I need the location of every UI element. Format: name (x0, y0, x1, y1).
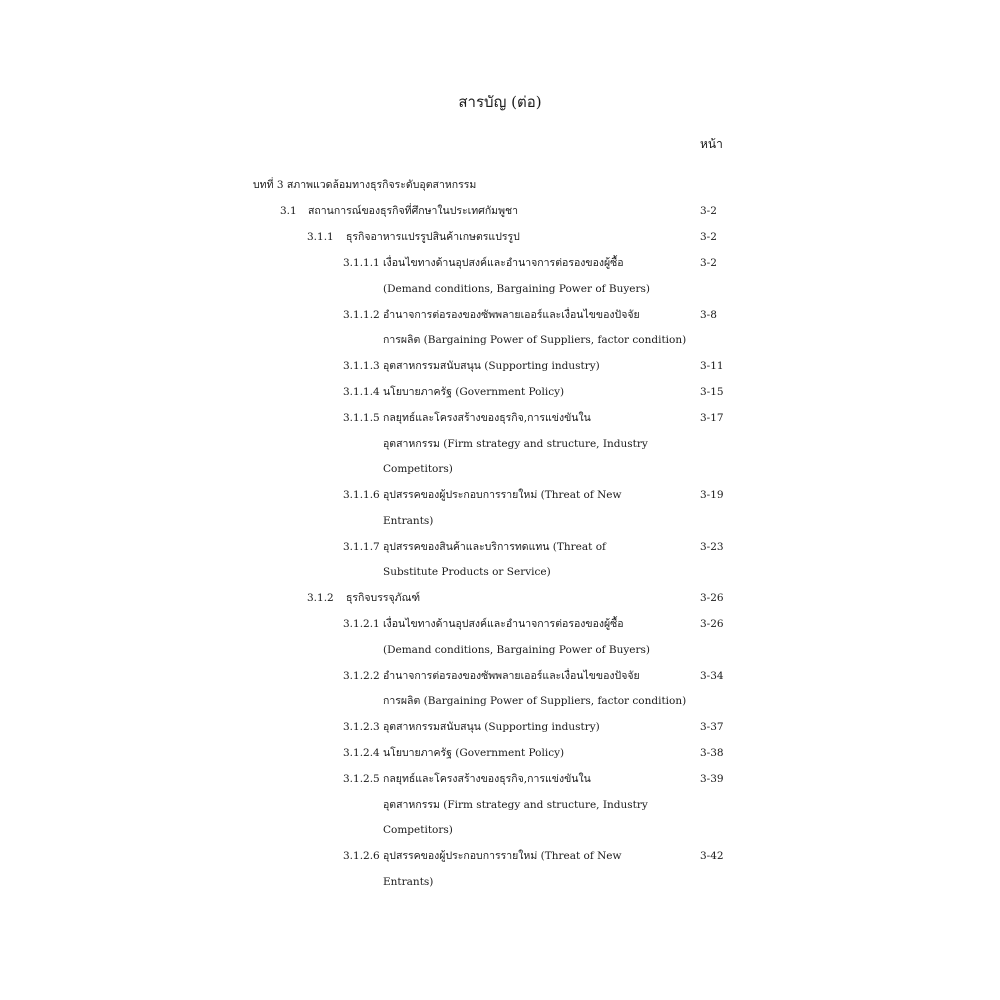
page-title: สารบัญ (ต่อ) (458, 93, 542, 111)
toc-entry-text: นโยบายภาครัฐ (Government Policy) (383, 386, 565, 398)
toc-entry-continuation-text: การผลิต (Bargaining Power of Suppliers, factor condition) (383, 334, 687, 346)
toc-entry-text: กลยุทธ์และโครงสร้างของธุรกิจ,การแข่งขันใน (383, 412, 591, 424)
toc-entry-number: 3.1.1.3 (343, 360, 380, 372)
toc-entry-continuation-text: Competitors) (383, 824, 453, 836)
toc-entry-continuation-text: (Demand conditions, Bargaining Power of Buyers) (383, 282, 651, 295)
toc-entry-number: 3.1.1.1 (343, 257, 380, 269)
toc-entry-page: 3-11 (700, 360, 724, 372)
toc-entry-number: 3.1.2 (307, 592, 334, 604)
toc-entry-text: อุตสาหกรรมสนับสนุน (Supporting industry) (383, 360, 600, 372)
toc-entry-number: 3.1.2.2 (343, 669, 380, 682)
toc-entry-number: 3.1.2.1 (343, 618, 380, 630)
toc-entry-text: อำนาจการต่อรองของซัพพลายเออร์และเงื่อนไขของปัจจัย (383, 308, 640, 321)
toc-entry-page: 3-23 (700, 540, 724, 553)
toc-entry-number: 3.1.2.6 (343, 850, 380, 862)
toc-entry-page: 3-19 (700, 489, 724, 501)
toc-entry-page: 3-37 (700, 721, 724, 733)
toc-entry-page: 3-42 (700, 850, 724, 862)
toc-entry-text: อุปสรรคของผู้ประกอบการรายใหม่ (Threat of New (383, 489, 622, 501)
toc-entry-page: 3-26 (700, 618, 724, 630)
toc-entry-continuation-text: Entrants) (383, 514, 434, 527)
toc-entry-number: 3.1 (280, 205, 297, 217)
toc-entry-continuation-text: การผลิต (Bargaining Power of Suppliers, factor condition) (383, 695, 687, 707)
toc-entry-text: เงื่อนไขทางด้านอุปสงค์และอำนาจการต่อรองของผู้ซื้อ (383, 257, 624, 269)
toc-entry-page: 3-39 (700, 773, 724, 785)
toc-entry-page: 3-2 (700, 205, 717, 217)
toc-entry-number: 3.1.1.7 (343, 540, 380, 553)
toc-entry-continuation-text: อุตสาหกรรม (Firm strategy and structure, Industry (383, 437, 648, 450)
toc-entry-number: 3.1.2.3 (343, 721, 380, 733)
toc-entry-page: 3-38 (700, 747, 724, 759)
toc-entry-text: นโยบายภาครัฐ (Government Policy) (383, 747, 565, 759)
toc-entry-page: 3-17 (700, 412, 724, 424)
toc-entry-text: อุตสาหกรรมสนับสนุน (Supporting industry) (383, 721, 600, 733)
toc-entry-page: 3-2 (700, 257, 717, 269)
toc-entry-continuation-text: Substitute Products or Service) (383, 566, 551, 578)
toc-entry-text: ธุรกิจบรรจุภัณฑ์ (346, 592, 421, 604)
toc-entry-text: เงื่อนไขทางด้านอุปสงค์และอำนาจการต่อรองของผู้ซื้อ (383, 618, 624, 630)
toc-entry-page: 3-2 (700, 231, 717, 243)
toc-entry-page: 3-15 (700, 386, 724, 398)
toc-entry-text: อุปสรรคของสินค้าและบริการทดแทน (Threat of (383, 540, 606, 553)
toc-entry-text: สถานการณ์ของธุรกิจที่ศึกษาในประเทศกัมพูชา (308, 205, 519, 217)
toc-entry-continuation-text: Competitors) (383, 463, 453, 475)
toc-entry-text: อุปสรรคของผู้ประกอบการรายใหม่ (Threat of New (383, 850, 622, 862)
toc-entry-number: 3.1.1 (307, 231, 334, 243)
toc-entry-page: 3-26 (700, 592, 724, 604)
toc-entry-number: 3.1.1.2 (343, 308, 380, 321)
toc-entry-text: บทที่ 3 สภาพแวดล้อมทางธุรกิจระดับอุตสาหกรรม (253, 179, 477, 191)
toc-entry-text: ธุรกิจอาหารแปรรูปสินค้าเกษตรแปรรูป (346, 231, 520, 243)
toc-entry-number: 3.1.2.5 (343, 773, 380, 785)
toc-entry-number: 3.1.1.6 (343, 489, 380, 501)
toc-entry-number: 3.1.1.4 (343, 386, 380, 398)
toc-entry-page: 3-34 (700, 669, 724, 682)
toc-entry-number: 3.1.2.4 (343, 747, 380, 759)
page-column-header: หน้า (700, 137, 723, 151)
toc-entry-continuation-text: (Demand conditions, Bargaining Power of Buyers) (383, 643, 651, 656)
toc-entry-continuation-text: Entrants) (383, 875, 434, 888)
toc-entry-text: กลยุทธ์และโครงสร้างของธุรกิจ,การแข่งขันใน (383, 773, 591, 785)
toc-entry-number: 3.1.1.5 (343, 412, 380, 424)
toc-entry-page: 3-8 (700, 308, 717, 321)
toc-entry-text: อำนาจการต่อรองของซัพพลายเออร์และเงื่อนไขของปัจจัย (383, 669, 640, 682)
toc-entry-continuation-text: อุตสาหกรรม (Firm strategy and structure, Industry (383, 798, 648, 811)
